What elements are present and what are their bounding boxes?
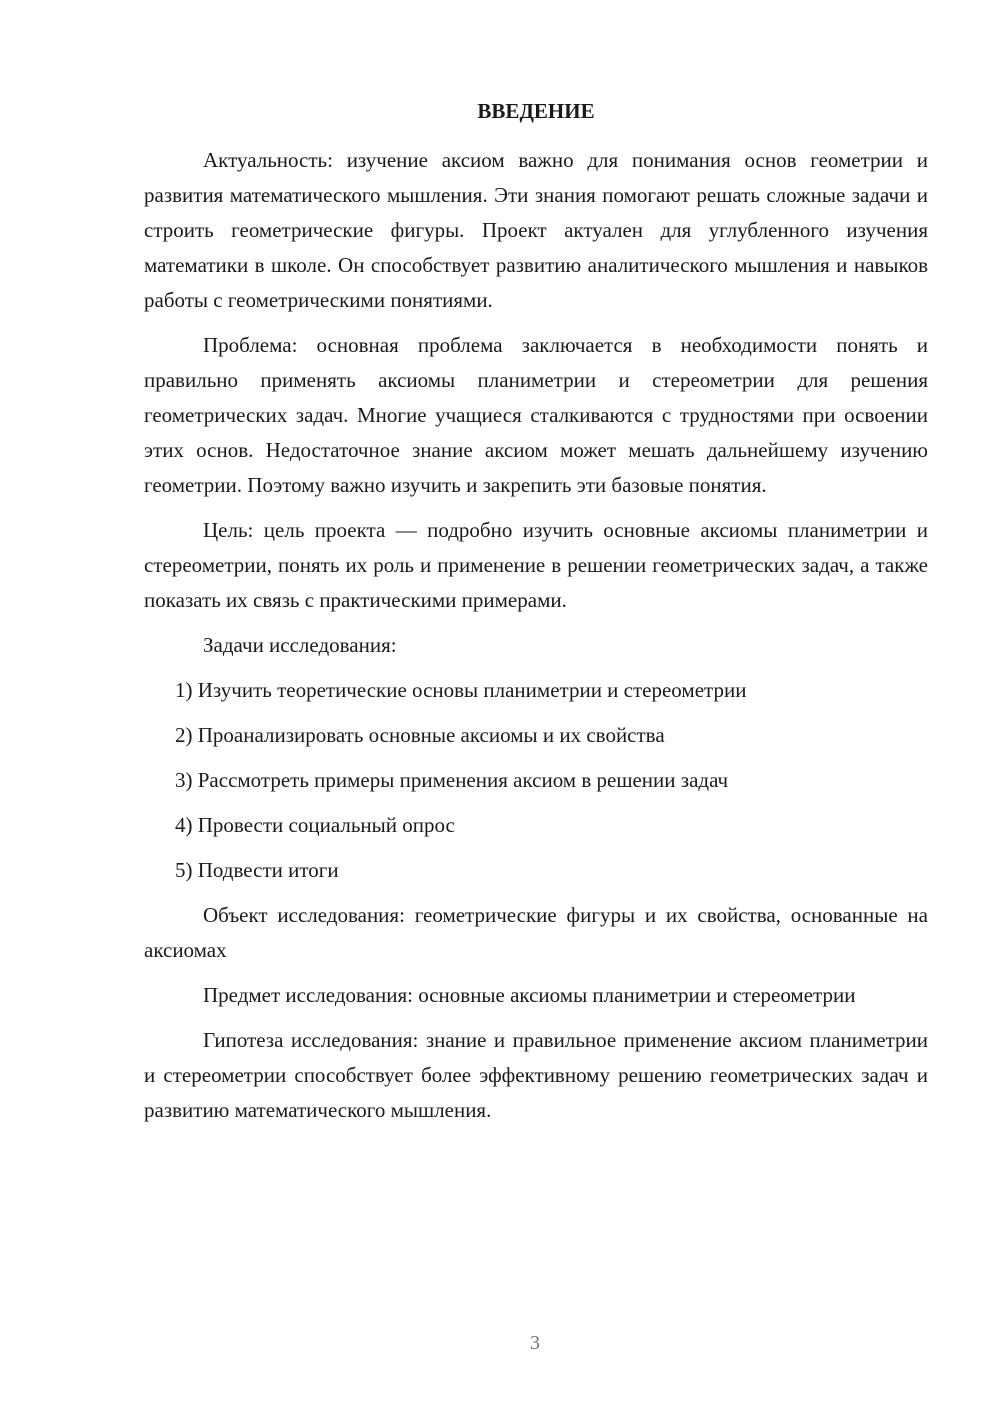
tasks-intro: Задачи исследования: xyxy=(203,633,397,657)
problem-paragraph: Проблема: основная проблема заключается в необходимости понять и правильно применять аксиомы планиметрии и стереометрии для решения геометрических задач. Многие учащиеся сталкиваются с трудностями при освоении этих основ. Недостаточное знание аксиом может мешать дальнейшему изучению геометрии. Поэтому важно изучить и закрепить эти базовые понятия. xyxy=(144,333,928,497)
subject-paragraph: Предмет исследования: основные аксиомы планиметрии и стереометрии xyxy=(203,983,856,1007)
list-item: 1) Изучить теоретические основы планиметрии и стереометрии xyxy=(175,678,747,702)
list-item: 3) Рассмотреть примеры применения аксиом в решении задач xyxy=(175,768,729,792)
object-paragraph: Объект исследования: геометрические фигуры и их свойства, основанные на аксиомах xyxy=(144,903,928,962)
section-heading: ВВЕДЕНИЕ xyxy=(477,99,595,123)
page-number: 3 xyxy=(530,1332,540,1354)
relevance-paragraph: Актуальность: изучение аксиом важно для понимания основ геометрии и развития математического мышления. Эти знания помогают решать сложные задачи и строить геометрические фигуры. Проект актуален для углубленного изучения математики в школе. Он способствует развитию аналитического мышления и навыков работы с геометрическими понятиями. xyxy=(144,148,928,312)
goal-paragraph: Цель: цель проекта — подробно изучить основные аксиомы планиметрии и стереометрии, понять их роль и применение в решении геометрических задач, а также показать их связь с практическими примерами. xyxy=(144,518,928,612)
hypothesis-paragraph: Гипотеза исследования: знание и правильное применение аксиом планиметрии и стереометрии способствует более эффективному решению геометрических задач и развитию математического мышления. xyxy=(144,1028,928,1122)
document-page xyxy=(144,96,928,1138)
list-item: 2) Проанализировать основные аксиомы и их свойства xyxy=(175,723,665,747)
list-item: 4) Провести социальный опрос xyxy=(175,813,455,837)
tasks-list xyxy=(144,673,928,888)
list-item: 5) Подвести итоги xyxy=(175,858,339,882)
